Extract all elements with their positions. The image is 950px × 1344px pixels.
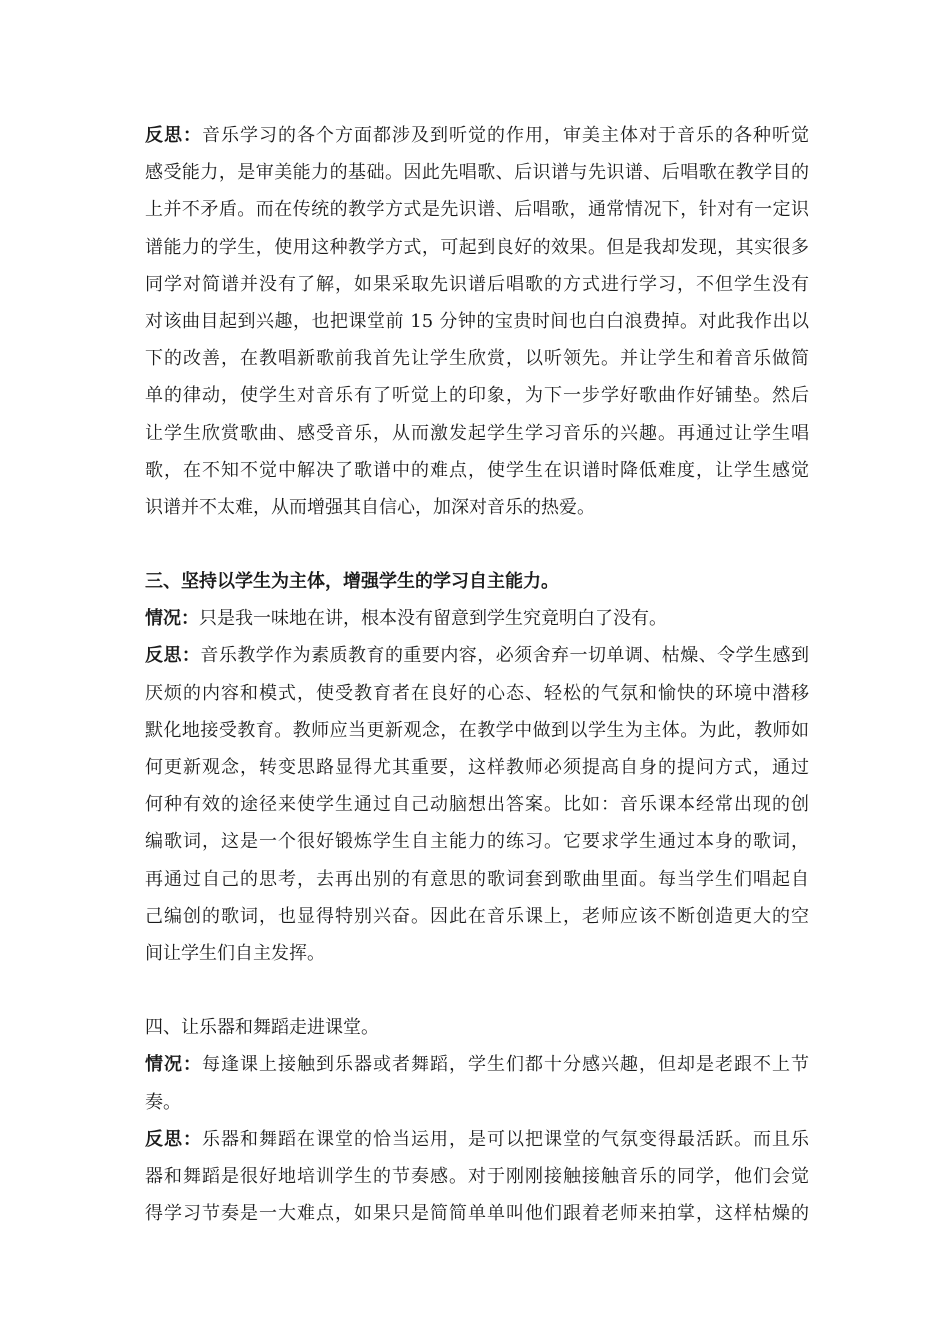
section-3-situation [145, 600, 809, 637]
text-line: 何更新观念，转变思路显得尤其重要，这样教师必须提高自身的提问方式，通过 [145, 757, 809, 779]
text-line: 对该曲目起到兴趣，也把课堂前 15 分钟的宝贵时间也白白浪费掉。对此我作出以 [145, 310, 809, 332]
text-line: 单的律动，使学生对音乐有了听觉上的印象，为下一步学好歌曲作好铺垫。然后 [145, 385, 809, 407]
reflection-label: 反思： [145, 645, 201, 667]
text-line: 让学生欣赏歌曲、感受音乐，从而激发起学生学习音乐的兴趣。再通过让学生唱 [145, 422, 809, 444]
text-line: 情况：只是我一味地在讲，根本没有留意到学生究竟明白了没有。 [145, 608, 667, 630]
text-line: 默化地接受教育。教师应当更新观念，在教学中做到以学生为主体。为此，教师如 [145, 719, 809, 741]
text-line: 奏。 [145, 1091, 181, 1113]
text-line: 上并不矛盾。而在传统的教学方式是先识谱、后唱歌，通常情况下，针对有一定识 [145, 199, 809, 221]
text-line: 感受能力，是审美能力的基础。因此先唱歌、后识谱与先识谱、后唱歌在教学目的 [145, 162, 809, 184]
text-line: 下的改善，在教唱新歌前我首先让学生欣赏，以听领先。并让学生和着音乐做简 [145, 348, 809, 370]
reflection-label: 反思： [145, 1128, 202, 1150]
section-4-situation [145, 1046, 809, 1120]
text-line: 情况：每逢课上接触到乐器或者舞蹈，学生们都十分感兴趣，但却是老跟不上节 [145, 1054, 809, 1076]
text-line: 间让学生们自主发挥。 [145, 942, 325, 964]
text-line: 何种有效的途径来使学生通过自己动脑想出答案。比如：音乐课本经常出现的创 [145, 794, 809, 816]
paragraph-spacer [145, 972, 809, 1009]
reflection-label: 反思： [145, 125, 202, 146]
text-line: 歌，在不知不觉中解决了歌谱中的难点，使学生在识谱时降低难度，让学生感觉 [145, 459, 809, 481]
section-4-reflection [145, 1121, 809, 1233]
text-line: 同学对简谱并没有了解，如果采取先识谱后唱歌的方式进行学习，不但学生没有 [145, 273, 809, 295]
text-line: 己编创的歌词，也显得特别兴奋。因此在音乐课上，老师应该不断创造更大的空 [145, 905, 809, 927]
section-4-heading: 四、让乐器和舞蹈走进课堂。 [145, 1017, 379, 1039]
text-line: 再通过自己的思考，去再出别的有意思的歌词套到歌曲里面。每当学生们唱起自 [145, 868, 809, 890]
text-line: 器和舞蹈是很好地培训学生的节奏感。对于刚刚接触接触音乐的同学，他们会觉 [145, 1165, 809, 1187]
text-line: 反思：音乐教学作为素质教育的重要内容，必须舍弃一切单调、枯燥、令学生感到 [145, 645, 809, 667]
text-line: 识谱并不太难，从而增强其自信心，加深对音乐的热爱。 [145, 496, 595, 518]
text-line: 厌烦的内容和模式，使受教育者在良好的心态、轻松的气氛和愉快的环境中潜移 [145, 682, 809, 704]
section-3-heading: 三、坚持以学生为主体，增强学生的学习自主能力。 [145, 571, 559, 593]
reflection-paragraph-1 [145, 117, 809, 526]
text-line: 谱能力的学生，使用这种教学方式，可起到良好的效果。但是我却发现，其实很多 [145, 236, 809, 258]
paragraph-spacer [145, 526, 809, 563]
situation-label: 情况： [145, 1054, 202, 1076]
document-page [145, 117, 809, 1232]
text-line: 得学习节奏是一大难点，如果只是简简单单叫他们跟着老师来拍掌，这样枯燥的 [145, 1203, 809, 1225]
section-3-reflection [145, 637, 809, 972]
situation-label: 情况： [145, 608, 199, 630]
text-line: 编歌词，这是一个很好锻炼学生自主能力的练习。它要求学生通过本身的歌词， [145, 831, 809, 853]
text-line: 反思：乐器和舞蹈在课堂的恰当运用，是可以把课堂的气氛变得最活跃。而且乐 [145, 1128, 809, 1150]
text-line: 反思：音乐学习的各个方面都涉及到听觉的作用，审美主体对于音乐的各种听觉 [145, 125, 809, 146]
